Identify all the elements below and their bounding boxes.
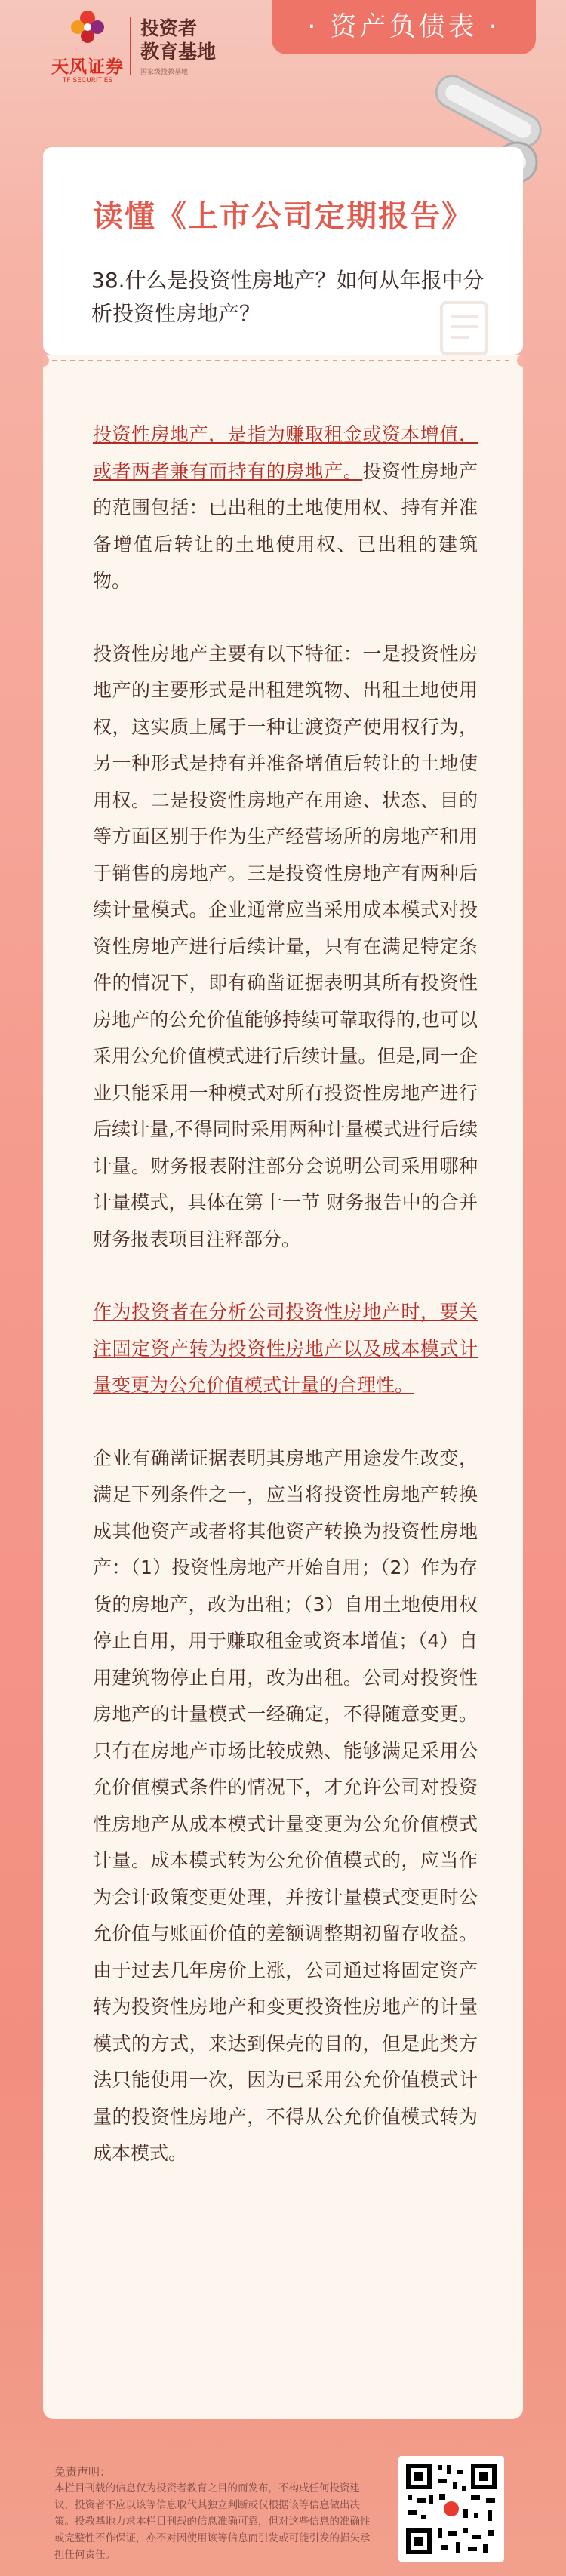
investor-sub: 国家级投教基地 [140,69,189,76]
qr-code[interactable] [398,2456,504,2562]
investor-education-badge [140,17,216,76]
article-body [93,417,478,2209]
tf-securities-logo [50,8,125,91]
question-text: 38.什么是投资性房地产？如何从年报中分析投资性房地产？ [91,268,484,326]
ticket-perforation [43,355,523,367]
logo-flower-icon [66,8,109,50]
document-icon [435,298,496,358]
investor-line2: 教育基地 [140,41,217,63]
highlight-tip: 作为投资者在分析公司投资性房地产时，要关注固定资产转为投资性房地产以及成本模式计量变更为公允价值模式计量的合理性。 [93,1301,478,1396]
page-title: 读懂《上市公司定期报告》 [93,199,473,234]
logo-cn-text: 天风证券 [51,57,124,77]
paragraph-1-text: 投资性房地产的范围包括：已出租的土地使用权、持有并准备增值后转让的土地使用权、已出租的建筑物。 [93,460,478,592]
category-tag: · 资产负债表 · [272,0,536,54]
highlight-definition: 投资性房地产，是指为赚取租金或资本增值，或者两者兼有而持有的房地产。 [93,423,478,482]
paragraph-3 [93,1294,478,1404]
paragraph-2: 投资性房地产主要有以下特征：一是投资性房地产的主要形式是出租建筑物、出租土地使用权，这实质上属于一种让渡资产使用权行为，另一种形式是持有并准备增值后转让的土地使用权。二是投资性房地产在用途、状态、目的等方面区别于作为生产经营场所的房地产和用于销售的房地产。三是投资性房地产有两种后续计量模式。企业通常应当采用成本模式对投资性房地产进行后续计量，只有在满足特定条件的情况下，即有确凿证据表明其所有投资性房地产的公允价值能够持续可靠取得的,也可以采用公允价值模式进行后续计量。但是,同一企业只能采用一种模式对所有投资性房地产进行后续计量,不得同时采用两种计量模式进行后续计量。财务报表附注部分会说明公司采用哪种计量模式，具体在第十一节 财务报告中的合并财务报表项目注释部分。 [93,642,478,1250]
paragraph-1 [93,417,478,600]
disclaimer-title: 免责声明： [54,2465,112,2479]
logo-divider [130,17,131,75]
content-card [43,367,523,2419]
disclaimer-text: 本栏目刊载的信息仅为投资者教育之目的而发布，不构成任何投资建议，投资者不应以该等信息取代其独立判断或仅根据该等信息做出决策。投教基地力求本栏目刊载的信息准确可靠，但对这些信息的准确性或完整性不作保证，亦不对因使用该等信息而引发或可能引发的损失承担任何责任。 [54,2482,371,2561]
footer [0,2433,566,2576]
investor-line1: 投资者 [140,17,198,39]
title-card [43,147,523,355]
logo-en-text: TF SECURITIES [62,77,113,85]
paragraph-4: 企业有确凿证据表明其房地产用途发生改变，满足下列条件之一，应当将投资性房地产转换成其他资产或者将其他资产转换为投资性房地产：（1）投资性房地产开始自用；（2）作为存货的房地产，改为出租；（3）自用土地使用权停止自用，用于赚取租金或资本增值；（4）自用建筑物停止自用，改为出租。公司对投资性房地产的计量模式一经确定，不得随意变更。只有在房地产市场比较成熟、能够满足采用公允价值模式条件的情况下，才允许公司对投资性房地产从成本模式计量变更为公允价值模式计量。成本模式转为公允价值模式的，应当作为会计政策变更处理，并按计量模式变更时公允价值与账面价值的差额调整期初留存收益。由于过去几年房价上涨，公司通过将固定资产转为投资性房地产和变更投资性房地产的计量模式的方式，来达到保壳的目的，但是此类方法只能使用一次，因为已采用公允价值模式计量的投资性房地产，不得从公允价值模式转为成本模式。 [93,1446,478,2164]
